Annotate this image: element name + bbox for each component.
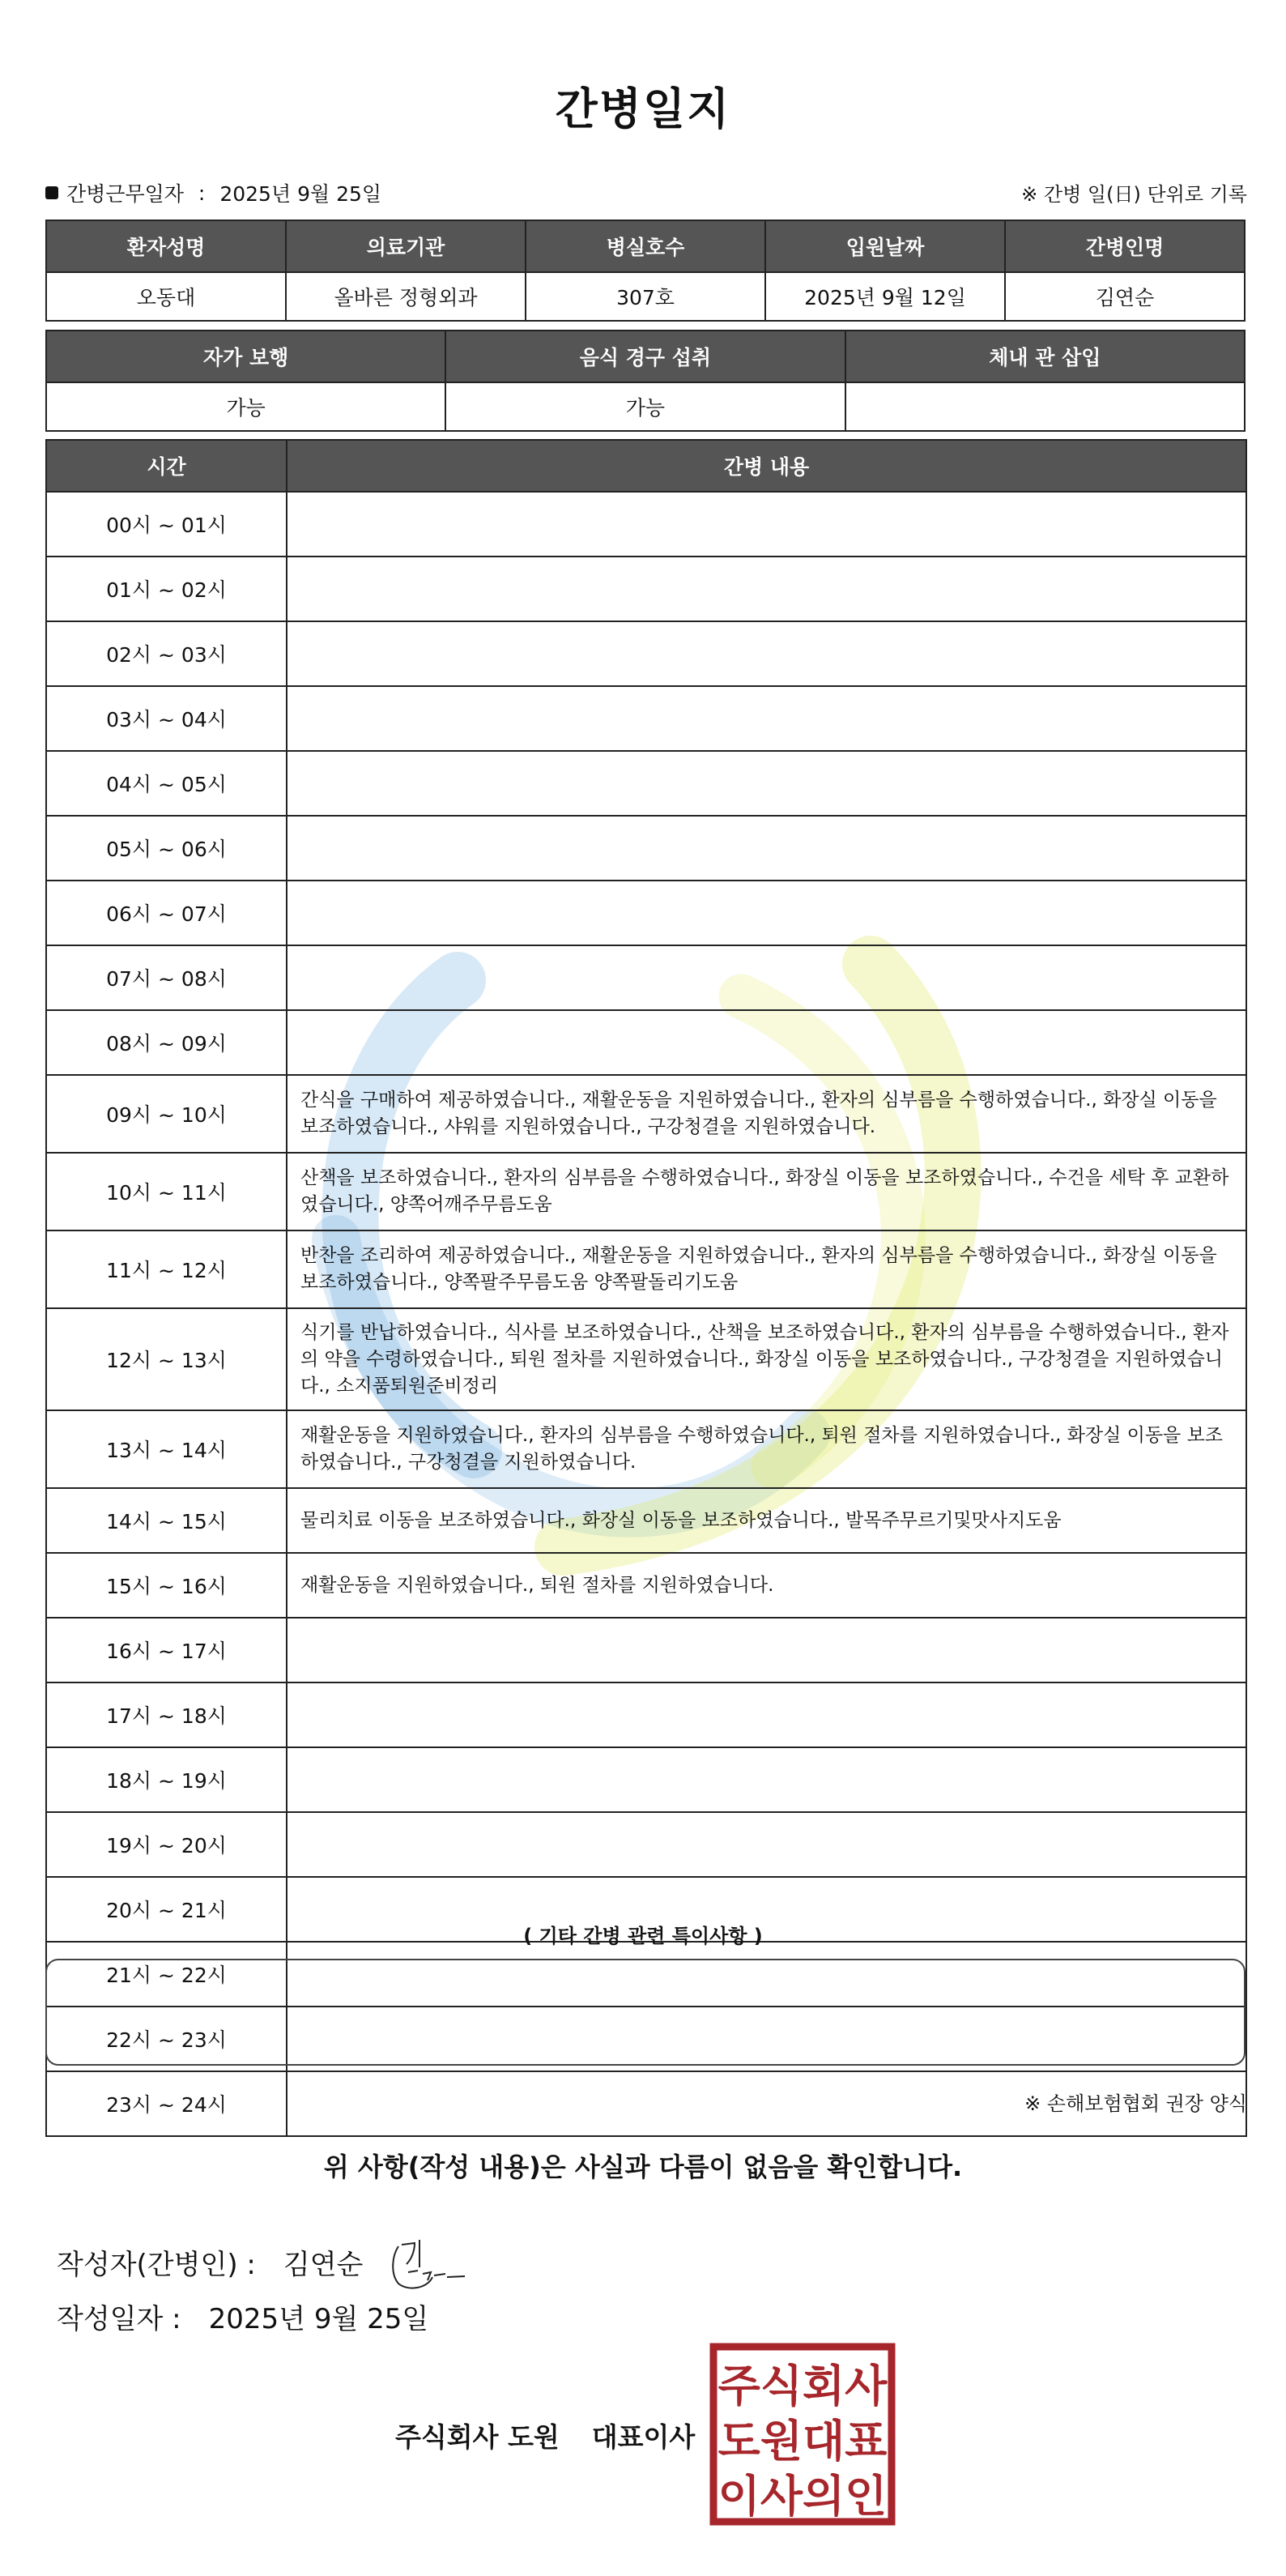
ability-table (45, 330, 1246, 432)
time-cell: 01시 ~ 02시 (46, 557, 287, 621)
time-cell: 04시 ~ 05시 (46, 751, 287, 816)
time-cell: 21시 ~ 22시 (46, 1942, 287, 2007)
content-cell (287, 1683, 1246, 1747)
writer-line (57, 2232, 476, 2292)
header-care-content: 간병 내용 (287, 440, 1246, 492)
content-cell: 재활운동을 지원하였습니다., 환자의 심부름을 수행하였습니다., 퇴원 절차를 지원하였습니다., 화장실 이동을 보조하였습니다., 구강청결을 지원하였습니다. (287, 1410, 1246, 1488)
seal-line-3: 이사의인 (718, 2471, 888, 2522)
time-cell: 09시 ~ 10시 (46, 1075, 287, 1153)
self-walking-value: 가능 (46, 382, 445, 431)
content-cell (287, 945, 1246, 1010)
table-row (46, 1747, 1246, 1812)
work-date-label: 간병근무일자 (66, 182, 184, 206)
room-number: 307호 (526, 272, 765, 321)
content-cell: 산책을 보조하였습니다., 환자의 심부름을 수행하였습니다., 화장실 이동을 보조하였습니다., 수건을 세탁 후 교환하였습니다., 양쪽어깨주무름도움 (287, 1153, 1246, 1230)
tube-insertion-value (845, 382, 1245, 431)
table-row (46, 621, 1246, 686)
company-name: 주식회사 도원 (395, 2421, 560, 2453)
time-cell: 03시 ~ 04시 (46, 686, 287, 751)
hospital-name: 올바른 정형외과 (286, 272, 526, 321)
table-row (46, 1553, 1246, 1618)
time-cell: 05시 ~ 06시 (46, 816, 287, 881)
time-cell: 06시 ~ 07시 (46, 881, 287, 945)
time-cell: 13시 ~ 14시 (46, 1410, 287, 1488)
company-line (395, 2416, 695, 2454)
time-cell: 02시 ~ 03시 (46, 621, 287, 686)
table-row (46, 1488, 1246, 1553)
content-cell: 물리치료 이동을 보조하였습니다., 화장실 이동을 보조하였습니다., 발목주무르기및맛사지도움 (287, 1488, 1246, 1553)
work-date-separator: : (198, 181, 206, 205)
write-date-value: 2025년 9월 25일 (208, 2303, 429, 2335)
header-caregiver-name: 간병인명 (1005, 220, 1245, 272)
table-row (46, 816, 1246, 881)
content-cell (287, 881, 1246, 945)
table-row (46, 945, 1246, 1010)
content-cell: 간식을 구매하여 제공하였습니다., 재활운동을 지원하였습니다., 환자의 심부름을 수행하였습니다., 화장실 이동을 보조하였습니다., 샤워를 지원하였습니다., 구강청결을 지원하였습니다. (287, 1075, 1246, 1153)
association-note: ※ 손해보험협회 권장 양식 (1024, 2092, 1247, 2115)
time-cell: 22시 ~ 23시 (46, 2007, 287, 2071)
time-cell: 16시 ~ 17시 (46, 1618, 287, 1683)
admission-date: 2025년 9월 12일 (765, 272, 1005, 321)
table-row (46, 557, 1246, 621)
table-row (46, 1618, 1246, 1683)
time-cell: 19시 ~ 20시 (46, 1812, 287, 1877)
header-admission-date: 입원날짜 (765, 220, 1005, 272)
write-date-line (57, 2297, 428, 2336)
table-row (46, 1153, 1246, 1230)
content-cell (287, 1618, 1246, 1683)
table-row (46, 1075, 1246, 1153)
header-time: 시간 (46, 440, 287, 492)
time-cell: 15시 ~ 16시 (46, 1553, 287, 1618)
content-cell: 반찬을 조리하여 제공하였습니다., 재활운동을 지원하였습니다., 환자의 심부름을 수행하였습니다., 화장실 이동을 보조하였습니다., 양쪽팔주무름도움 양쪽팔돌리기도움 (287, 1230, 1246, 1308)
care-log-table (45, 439, 1247, 2137)
company-seal-stamp (709, 2343, 896, 2526)
content-cell (287, 1812, 1246, 1877)
confirmation-statement: 위 사항(작성 내용)은 사실과 다름이 없음을 확인합니다. (323, 2152, 963, 2182)
table-row (46, 686, 1246, 751)
content-cell (287, 686, 1246, 751)
header-tube-insertion: 체내 관 삽입 (845, 331, 1245, 382)
header-patient-name: 환자성명 (46, 220, 286, 272)
table-row (46, 1308, 1246, 1410)
special-notes-title: ( 기타 간병 관련 특이사항 ) (523, 1925, 763, 1947)
time-cell: 12시 ~ 13시 (46, 1308, 287, 1410)
content-cell (287, 621, 1246, 686)
time-cell: 00시 ~ 01시 (46, 492, 287, 557)
content-cell (287, 1010, 1246, 1075)
work-date-line (45, 178, 381, 207)
content-cell: 재활운동을 지원하였습니다., 퇴원 절차를 지원하였습니다. (287, 1553, 1246, 1618)
bullet-square-icon (45, 186, 58, 199)
ceo-label: 대표이사 (591, 2421, 696, 2453)
header-self-walking: 자가 보행 (46, 331, 445, 382)
content-cell: 식기를 반납하였습니다., 식사를 보조하였습니다., 산책을 보조하였습니다., 환자의 심부름을 수행하였습니다., 환자의 약을 수령하였습니다., 퇴원 절차를 지원하였습니다., 화장실 이동을 보조하였습니다., 구강청결을 지원하였습니다., 소지품퇴원준비정리 (287, 1308, 1246, 1410)
time-cell: 20시 ~ 21시 (46, 1877, 287, 1942)
table-row (46, 881, 1246, 945)
caregiver-name: 김연순 (1005, 272, 1245, 321)
write-date-label: 작성일자 : (57, 2303, 181, 2335)
table-row (46, 1683, 1246, 1747)
table-row (46, 751, 1246, 816)
table-row (46, 1230, 1246, 1308)
header-hospital: 의료기관 (286, 220, 526, 272)
time-cell: 17시 ~ 18시 (46, 1683, 287, 1747)
content-cell (287, 492, 1246, 557)
seal-line-1: 주식회사 (718, 2361, 888, 2412)
content-cell (287, 816, 1246, 881)
writer-label: 작성자(간병인) : (57, 2248, 256, 2281)
handwritten-signature (387, 2232, 476, 2292)
special-notes-box (45, 1959, 1246, 2066)
writer-name: 김연순 (283, 2248, 364, 2281)
time-cell: 23시 ~ 24시 (46, 2071, 287, 2136)
seal-line-2: 도원대표 (718, 2416, 888, 2467)
header-oral-intake: 음식 경구 섭취 (445, 331, 845, 382)
oral-intake-value: 가능 (445, 382, 845, 431)
time-cell: 08시 ~ 09시 (46, 1010, 287, 1075)
page-title: 간병일지 (555, 83, 731, 134)
header-room-number: 병실호수 (526, 220, 765, 272)
time-cell: 14시 ~ 15시 (46, 1488, 287, 1553)
patient-name: 오동대 (46, 272, 286, 321)
time-cell: 18시 ~ 19시 (46, 1747, 287, 1812)
table-row (46, 1010, 1246, 1075)
table-row (46, 1410, 1246, 1488)
work-date-value: 2025년 9월 25일 (219, 182, 382, 206)
table-row (46, 1812, 1246, 1877)
content-cell (287, 557, 1246, 621)
patient-info-table (45, 220, 1246, 322)
time-cell: 07시 ~ 08시 (46, 945, 287, 1010)
time-cell: 10시 ~ 11시 (46, 1153, 287, 1230)
time-cell: 11시 ~ 12시 (46, 1230, 287, 1308)
unit-note: ※ 간병 일(日) 단위로 기록 (1021, 183, 1247, 206)
table-row (46, 492, 1246, 557)
content-cell (287, 1747, 1246, 1812)
content-cell (287, 751, 1246, 816)
